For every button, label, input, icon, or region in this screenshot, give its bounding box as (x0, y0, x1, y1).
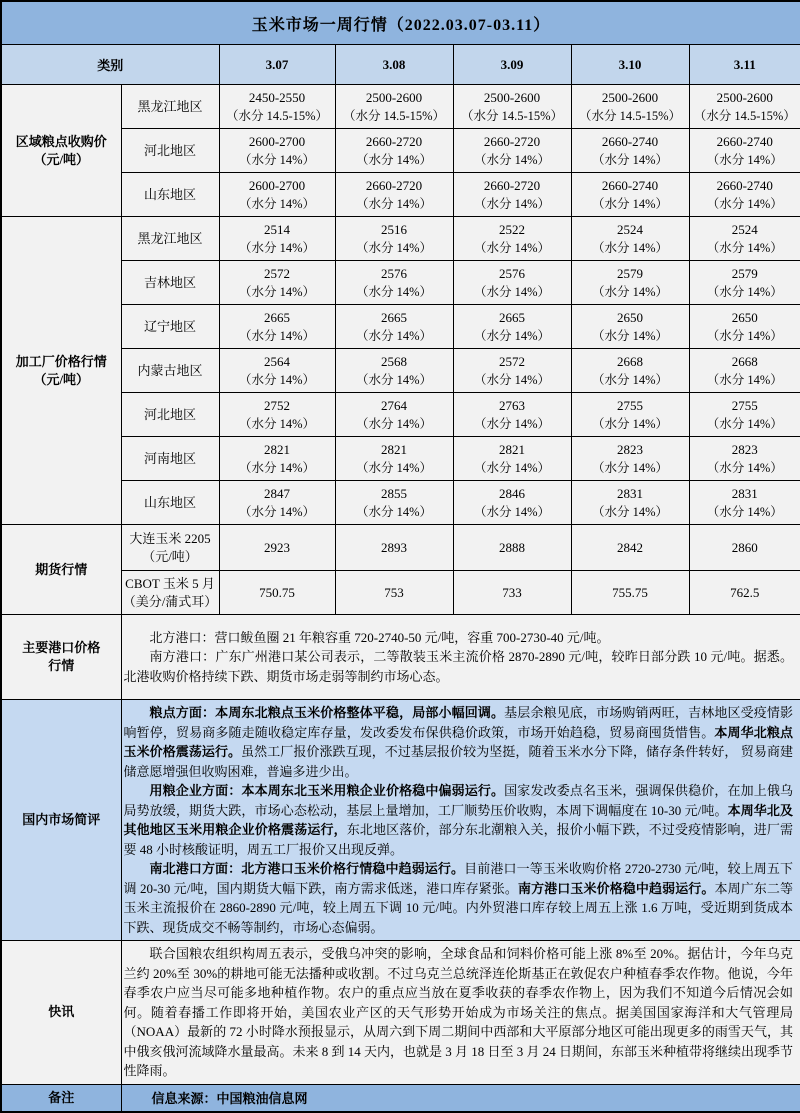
price-cell: 2846 （水分 14%） (453, 481, 571, 525)
header-date-cell: 3.11 (689, 45, 800, 85)
price-cell: 2660-2720 （水分 14%） (335, 129, 453, 173)
table-row (1, 261, 800, 305)
moisture-note: （水分 14%） (238, 460, 316, 475)
moisture-note: （水分 14%） (238, 196, 316, 211)
moisture-note: （水分 14%） (706, 196, 783, 211)
moisture-note: （水分 14%） (706, 284, 783, 299)
price-cell: 2660-2720 （水分 14%） (453, 129, 571, 173)
moisture-note: （水分 14.5-15%） (225, 108, 329, 123)
header-date-cell: 3.09 (453, 45, 571, 85)
price-cell: 2568 （水分 14%） (335, 349, 453, 393)
review-section (1, 700, 800, 941)
moisture-note: （水分 14%） (591, 284, 669, 299)
price-cell: 2821 （水分 14%） (453, 437, 571, 481)
futures-value-cell: 2923 (219, 525, 335, 571)
moisture-note: （水分 14%） (706, 416, 783, 431)
table-row (1, 525, 800, 571)
price-cell: 2821 （水分 14%） (219, 437, 335, 481)
futures-instrument-cell: 大连玉米 2205 （元/吨） (121, 525, 219, 571)
moisture-note: （水分 14%） (473, 372, 551, 387)
moisture-note: （水分 14.5-15%） (578, 108, 682, 123)
price-cell: 2847 （水分 14%） (219, 481, 335, 525)
price-cell: 2450-2550 （水分 14.5-15%） (219, 85, 335, 129)
moisture-note: （水分 14.5-15%） (342, 108, 446, 123)
moisture-note: （水分 14%） (706, 460, 783, 475)
price-cell: 2516 （水分 14%） (335, 217, 453, 261)
note-section (1, 1084, 800, 1112)
moisture-note: （水分 14%） (473, 416, 551, 431)
price-cell: 2665 （水分 14%） (219, 305, 335, 349)
moisture-note: （水分 14%） (706, 328, 783, 343)
region-name-cell: 山东地区 (121, 173, 219, 217)
moisture-note: （水分 14%） (355, 504, 433, 519)
price-cell: 2579 （水分 14%） (689, 261, 800, 305)
moisture-note: （水分 14%） (355, 460, 433, 475)
table-row (1, 437, 800, 481)
futures-value-cell: 2842 (571, 525, 689, 571)
region-name-cell: 黑龙江地区 (121, 85, 219, 129)
futures-value-cell: 750.75 (219, 571, 335, 615)
price-cell: 2660-2720 （水分 14%） (453, 173, 571, 217)
price-cell: 2600-2700 （水分 14%） (219, 173, 335, 217)
price-cell: 2650 （水分 14%） (689, 305, 800, 349)
price-cell: 2755 （水分 14%） (689, 393, 800, 437)
futures-value-cell: 2888 (453, 525, 571, 571)
price-cell: 2514 （水分 14%） (219, 217, 335, 261)
price-cell: 2579 （水分 14%） (571, 261, 689, 305)
region-name-cell: 河北地区 (121, 129, 219, 173)
price-cell: 2572 （水分 14%） (453, 349, 571, 393)
table-row (1, 173, 800, 217)
moisture-note: （水分 14.5-15%） (460, 108, 564, 123)
moisture-note: （水分 14%） (238, 152, 316, 167)
header-date-cell: 3.07 (219, 45, 335, 85)
news-paragraph: 联合国粮农组织构周五表示，受俄乌冲突的影响，全球食品和饲料价格可能上涨 8%至 20%。据估计，今年乌克兰约 20%至 30%的耕地可能无法播种或收割。不过乌克兰总统泽连伦斯基正在敦促农户种植春季农作物。他说，今年春季农户应当尽可能多地种植作物。农户的重点应当放在夏季收获的春季农作物上，因为我们不知道今后情况会如何。随着春播工作即将开始，美国农业产区的天气形势开始成为市场关注的焦点。据美国国家海洋和大气管理局（NOAA）最新的 72 小时降水预报显示，从周六到下周二期间中西部和大平原部分地区可能出现更多的雨雪天气，其中俄亥俄河流域降水量最高。未来 8 到 14 天内，也就是 3 月 18 日至 3 月 24 日期间，东部玉米种植带将继续出现季节性降雨。 (123, 946, 794, 1078)
note-source-text: 信息来源：中国粮油信息网 (121, 1084, 800, 1112)
review-paragraph: 粮点方面：本周东北粮点玉米价格整体平稳，局部小幅回调。基层余粮见底，市场购销两旺，吉林地区受疫情影响暂停，贸易商多随走随收稳定库存量，发改委发布保供稳价政策，市场开始趋稳，贸易商囤货惜售。本周华北粮点玉米价格震荡运行。虽然工厂报价涨跌互现，不过基层报价较为坚挺，随着玉米水分下降，储存条件转好， 贸易商建储意愿增强但收购困难，普遍多进少出。 (123, 705, 794, 779)
price-cell: 2660-2720 （水分 14%） (335, 173, 453, 217)
region-name-cell: 河北地区 (121, 393, 219, 437)
section-label-news: 快讯 (1, 941, 121, 1085)
price-cell: 2500-2600 （水分 14.5-15%） (335, 85, 453, 129)
moisture-note: （水分 14%） (473, 196, 551, 211)
table-row (1, 349, 800, 393)
regional-prices-section (1, 85, 800, 217)
moisture-note: （水分 14%） (355, 152, 433, 167)
price-cell: 2660-2740 （水分 14%） (689, 173, 800, 217)
moisture-note: （水分 14%） (355, 196, 433, 211)
moisture-note: （水分 14%） (706, 152, 783, 167)
price-cell: 2660-2740 （水分 14%） (571, 173, 689, 217)
price-cell: 2831 （水分 14%） (571, 481, 689, 525)
table-row (1, 217, 800, 261)
news-text (121, 941, 800, 1085)
price-cell: 2660-2740 （水分 14%） (689, 129, 800, 173)
moisture-note: （水分 14%） (591, 328, 669, 343)
region-name-cell: 辽宁地区 (121, 305, 219, 349)
ports-section (1, 615, 800, 700)
processing-prices-section (1, 217, 800, 525)
moisture-note: （水分 14%） (473, 460, 551, 475)
section-label-review: 国内市场简评 (1, 700, 121, 941)
price-cell: 2660-2740 （水分 14%） (571, 129, 689, 173)
price-cell: 2576 （水分 14%） (335, 261, 453, 305)
region-name-cell: 山东地区 (121, 481, 219, 525)
moisture-note: （水分 14%） (238, 372, 316, 387)
price-cell: 2522 （水分 14%） (453, 217, 571, 261)
price-cell: 2855 （水分 14%） (335, 481, 453, 525)
moisture-note: （水分 14%） (591, 196, 669, 211)
table-row (1, 85, 800, 129)
moisture-note: （水分 14%） (591, 152, 669, 167)
price-cell: 2500-2600 （水分 14.5-15%） (453, 85, 571, 129)
section-label-processing-prices: 加工厂价格行情 （元/吨） (1, 217, 121, 525)
futures-instrument-cell: CBOT 玉米 5 月 （美分/蒲式耳） (121, 571, 219, 615)
moisture-note: （水分 14%） (238, 416, 316, 431)
review-paragraph: 南北港口方面：北方港口玉米价格行情稳中趋弱运行。目前港口一等玉米收购价格 2720-2730 元/吨，较上周五下调 20-30 元/吨，国内期货大幅下跌，南方需求低迷，港口库存紧张。南方港口玉米价格稳中趋弱运行。本周广东二等玉米主流报价在 2860-2890 元/吨，较上周五下调 10 元/吨。内外贸港口库存较上周五上涨 1.6 万吨，受近期到货成本下跌、现货成交不畅等制约，市场心态偏弱。 (123, 861, 794, 935)
moisture-note: （水分 14%） (238, 240, 316, 255)
futures-value-cell: 2893 (335, 525, 453, 571)
moisture-note: （水分 14%） (355, 372, 433, 387)
table-row (1, 393, 800, 437)
header-date-cell: 3.10 (571, 45, 689, 85)
price-cell: 2665 （水分 14%） (453, 305, 571, 349)
moisture-note: （水分 14%） (473, 284, 551, 299)
futures-value-cell: 733 (453, 571, 571, 615)
table-row (1, 305, 800, 349)
region-name-cell: 吉林地区 (121, 261, 219, 305)
price-cell: 2821 （水分 14%） (335, 437, 453, 481)
futures-value-cell: 762.5 (689, 571, 800, 615)
price-cell: 2831 （水分 14%） (689, 481, 800, 525)
moisture-note: （水分 14%） (355, 328, 433, 343)
price-cell: 2764 （水分 14%） (335, 393, 453, 437)
moisture-note: （水分 14%） (238, 328, 316, 343)
header-date-cell: 3.08 (335, 45, 453, 85)
moisture-note: （水分 14%） (706, 504, 783, 519)
moisture-note: （水分 14%） (238, 504, 316, 519)
moisture-note: （水分 14%） (591, 240, 669, 255)
section-label-note: 备注 (1, 1084, 121, 1112)
moisture-note: （水分 14%） (473, 152, 551, 167)
price-cell: 2524 （水分 14%） (571, 217, 689, 261)
futures-value-cell: 753 (335, 571, 453, 615)
price-cell: 2823 （水分 14%） (571, 437, 689, 481)
price-cell: 2665 （水分 14%） (335, 305, 453, 349)
section-label-ports: 主要港口价格 行情 (1, 615, 121, 700)
price-cell: 2755 （水分 14%） (571, 393, 689, 437)
news-section (1, 941, 800, 1085)
review-paragraph: 用粮企业方面：本本周东北玉米用粮企业价格稳中偏弱运行。国家发改委点名玉米，强调保供稳价，在加上俄乌局势放缓，期货大跌，市场心态松动，基层上量增加，工厂顺势压价收购，本周下调幅度在 10-30 元/吨。本周华北及其他地区玉米用粮企业价格震荡运行，东北地区落价，部分东北潮粮入关，报价小幅下跌，不过受疫情影响，进厂需要 48 小时核酸证明，周五工厂报价又出现反弹。 (123, 783, 794, 857)
table-row (1, 571, 800, 615)
moisture-note: （水分 14.5-15%） (693, 108, 796, 123)
moisture-note: （水分 14%） (355, 284, 433, 299)
futures-value-cell: 2860 (689, 525, 800, 571)
review-text (121, 700, 800, 941)
price-cell: 2668 （水分 14%） (689, 349, 800, 393)
ports-text (121, 615, 800, 700)
moisture-note: （水分 14%） (238, 284, 316, 299)
table-row (1, 481, 800, 525)
moisture-note: （水分 14%） (473, 240, 551, 255)
price-cell: 2763 （水分 14%） (453, 393, 571, 437)
moisture-note: （水分 14%） (473, 504, 551, 519)
moisture-note: （水分 14%） (355, 240, 433, 255)
futures-section (1, 525, 800, 615)
moisture-note: （水分 14%） (591, 460, 669, 475)
price-cell: 2500-2600 （水分 14.5-15%） (689, 85, 800, 129)
moisture-note: （水分 14%） (591, 416, 669, 431)
moisture-note: （水分 14%） (473, 328, 551, 343)
header-category-cell: 类别 (1, 45, 219, 85)
moisture-note: （水分 14%） (355, 416, 433, 431)
price-cell: 2576 （水分 14%） (453, 261, 571, 305)
ports-paragraph: 南方港口：广东广州港口某公司表示，二等散装玉米主流价格 2870-2890 元/吨，较昨日部分跌 10 元/吨。据悉。北港收购价格持续下跌、期货市场走弱等制约市场心态。 (123, 649, 794, 684)
futures-value-cell: 755.75 (571, 571, 689, 615)
region-name-cell: 河南地区 (121, 437, 219, 481)
table-row (1, 129, 800, 173)
page-title: 玉米市场一周行情（2022.03.07-03.11） (1, 1, 800, 45)
moisture-note: （水分 14%） (591, 504, 669, 519)
price-cell: 2668 （水分 14%） (571, 349, 689, 393)
ports-paragraph: 北方港口：营口鲅鱼圈 21 年粮容重 720-2740-50 元/吨，容重 700-2730-40 元/吨。 (149, 629, 610, 645)
region-name-cell: 黑龙江地区 (121, 217, 219, 261)
price-cell: 2823 （水分 14%） (689, 437, 800, 481)
moisture-note: （水分 14%） (591, 372, 669, 387)
region-name-cell: 内蒙古地区 (121, 349, 219, 393)
price-cell: 2752 （水分 14%） (219, 393, 335, 437)
moisture-note: （水分 14%） (706, 372, 783, 387)
price-cell: 2524 （水分 14%） (689, 217, 800, 261)
price-cell: 2564 （水分 14%） (219, 349, 335, 393)
moisture-note: （水分 14%） (706, 240, 783, 255)
price-cell: 2500-2600 （水分 14.5-15%） (571, 85, 689, 129)
price-cell: 2600-2700 （水分 14%） (219, 129, 335, 173)
section-label-regional-prices: 区域粮点收购价 （元/吨） (1, 85, 121, 217)
section-label-futures: 期货行情 (1, 525, 121, 615)
price-cell: 2572 （水分 14%） (219, 261, 335, 305)
price-cell: 2650 （水分 14%） (571, 305, 689, 349)
